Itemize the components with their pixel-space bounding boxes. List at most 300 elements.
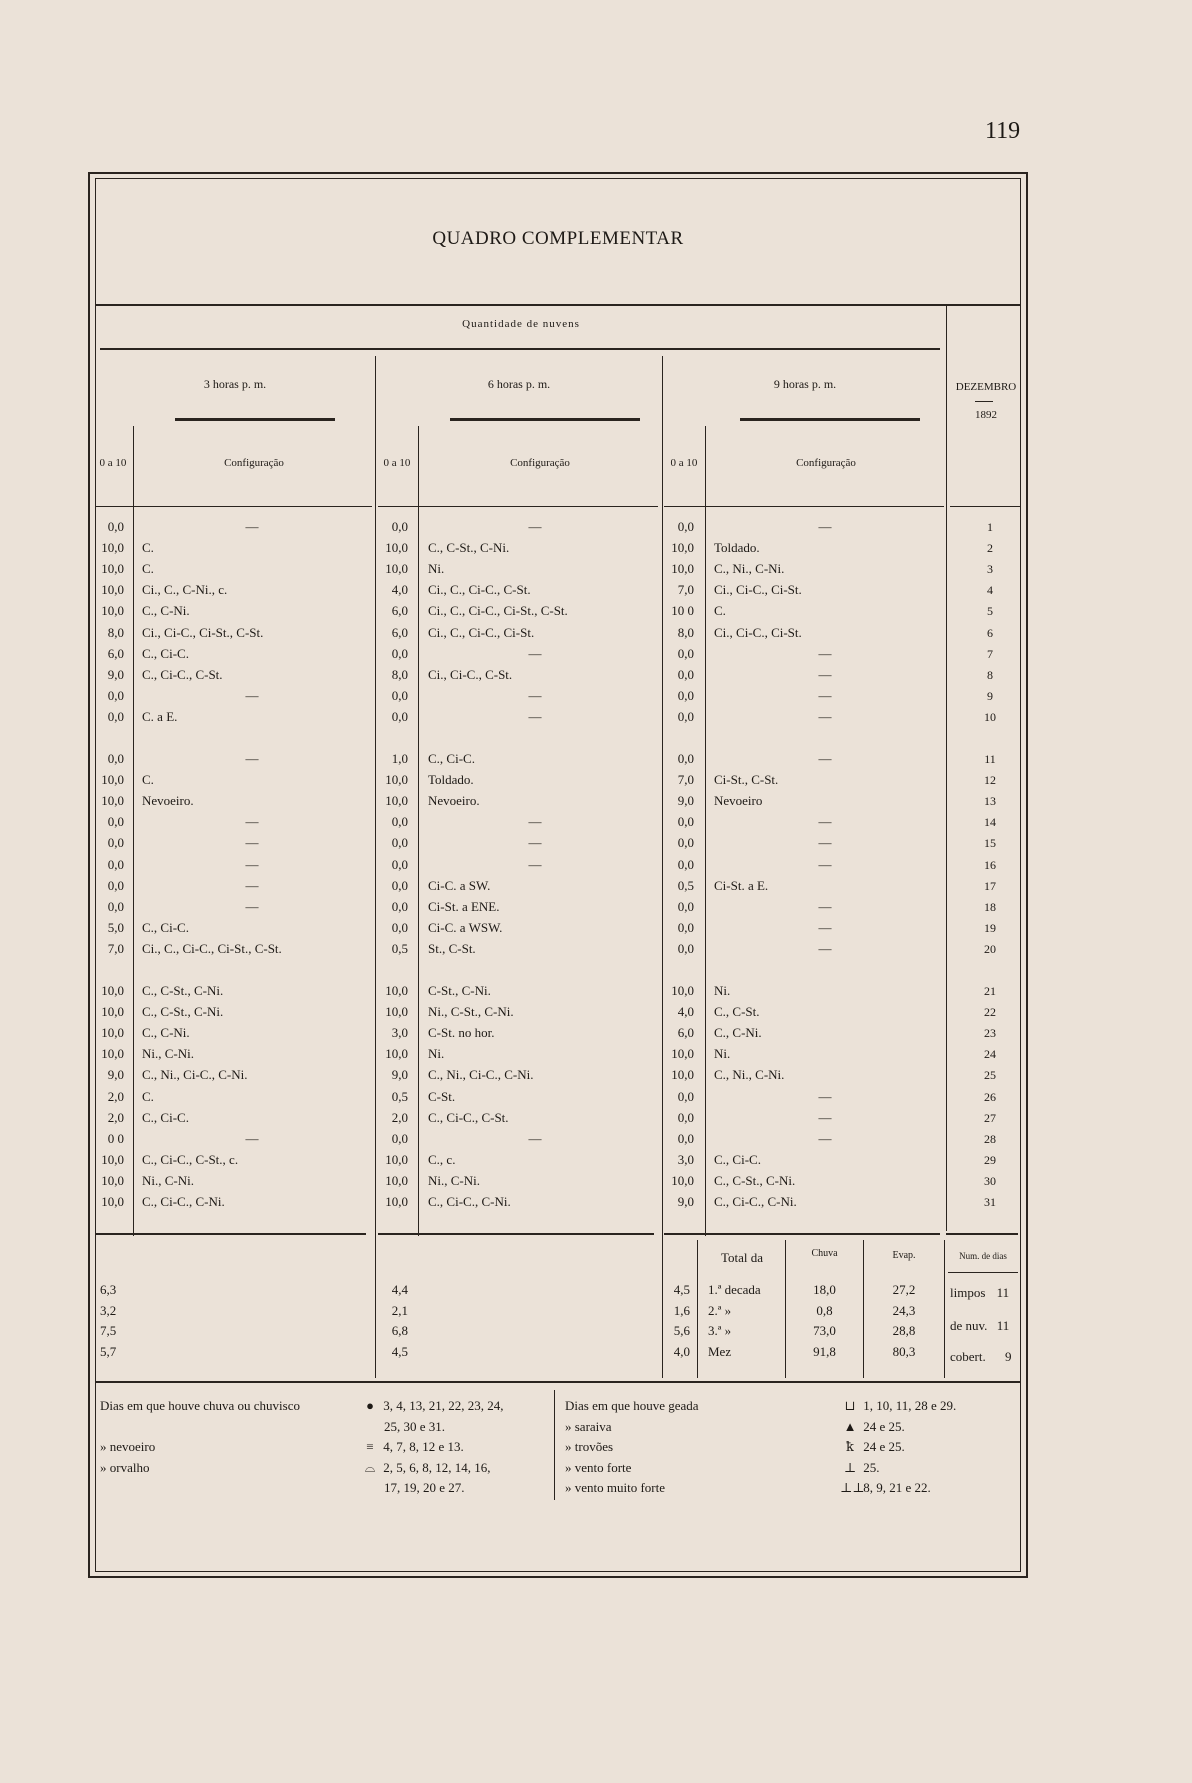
cloud-3pm: 10,0 [101, 540, 124, 556]
config-9pm: — [818, 856, 832, 872]
cloud-9pm: 0,0 [677, 645, 694, 661]
cloud-3pm: 10,0 [101, 1151, 124, 1167]
cloud-9pm: 6,0 [677, 1025, 694, 1041]
legend-days: ⊔ 1, 10, 11, 28 e 29. [840, 1398, 956, 1413]
config-3pm: C., Ci-C., C-Ni. [142, 1194, 225, 1209]
cloud-6pm: 0,0 [391, 919, 408, 935]
cloud-9pm: 0,0 [677, 708, 694, 724]
weather-symbol-icon: ≡ [366, 1439, 374, 1454]
cloud-6pm: 0,0 [391, 519, 408, 534]
summary-3pm: 3,2 [100, 1302, 117, 1318]
scale-label-1: 0 a 10 [99, 457, 127, 469]
config-9pm: — [818, 519, 832, 534]
config-6pm: Ni., C-St., C-Ni. [428, 1004, 514, 1020]
config-6pm: C., Ci-C., C-St. [428, 1109, 509, 1125]
cloud-6pm: 0,0 [391, 814, 408, 830]
cloud-3pm: 9,0 [107, 666, 124, 682]
summary-col-2 [785, 1240, 786, 1378]
summary-6pm: 4,5 [391, 1343, 408, 1359]
config-6pm: — [528, 687, 542, 703]
legend-label: » nevoeiro [100, 1439, 156, 1454]
cloud-3pm: 0,0 [107, 519, 124, 534]
config-6pm: Ci-St. a ENE. [428, 898, 500, 914]
weather-symbol-icon: ⊥ [843, 1459, 857, 1475]
cloud-3pm: 0 0 [107, 1130, 124, 1146]
config-9pm: — [818, 898, 832, 914]
summary-6pm: 4,4 [391, 1282, 408, 1297]
cloud-6pm: 0,0 [391, 645, 408, 661]
config-3pm: C., C-Ni. [142, 603, 190, 619]
config-3pm: C., Ci-C. [142, 1109, 189, 1125]
config-9pm: Ci-St., C-St. [714, 772, 779, 788]
config-6pm: Ci., C., Ci-C., C-St. [428, 582, 531, 598]
config-9pm: C., C-Ni. [714, 1025, 762, 1041]
cloud-3pm: 10,0 [101, 1004, 124, 1020]
month-rule [975, 401, 993, 402]
cloud-9pm: 0,0 [677, 1088, 694, 1104]
cloud-3pm: 6,0 [107, 645, 124, 661]
day-number: 25 [984, 1068, 996, 1083]
data-bottom-3 [664, 1233, 940, 1235]
config-9pm: — [818, 687, 832, 703]
config-9pm: — [818, 1130, 832, 1146]
config-9pm: C. [714, 603, 726, 619]
summary-evap: 28,8 [892, 1323, 916, 1338]
cloud-9pm: 0,0 [677, 666, 694, 682]
config-9pm: Ci., Ci-C., Ci-St. [714, 624, 802, 640]
day-number: 4 [987, 583, 993, 598]
day-number: 2 [987, 541, 993, 556]
legend-days: ≡ 4, 7, 8, 12 e 13. [360, 1439, 464, 1454]
config-3pm: — [245, 1130, 259, 1146]
cloud-6pm: 10,0 [385, 1194, 408, 1209]
config-3pm: — [245, 519, 259, 534]
summary-3pm: 7,5 [100, 1323, 117, 1338]
config-6pm: C., Ci-C. [428, 751, 475, 766]
config-3pm: — [245, 835, 259, 851]
cloud-6pm: 0,0 [391, 835, 408, 851]
config-6pm: Ni., C-Ni. [428, 1172, 480, 1188]
config-6pm: C-St. [428, 1088, 456, 1104]
day-number: 3 [987, 562, 993, 577]
day-number: 9 [987, 688, 993, 703]
config-9pm: Ci., Ci-C., Ci-St. [714, 582, 802, 598]
config-9pm: — [818, 708, 832, 724]
config-9pm: Ni. [714, 983, 731, 998]
scale-label-2: 0 a 10 [383, 457, 411, 469]
cloud-3pm: 10,0 [101, 582, 124, 598]
summary-evap: 24,3 [892, 1302, 916, 1318]
period-3pm: 3 horas p. m. [203, 377, 267, 391]
legend-days: ⌓ 2, 5, 6, 8, 12, 14, 16, [360, 1460, 491, 1475]
config-6pm: Ni. [428, 1046, 445, 1062]
cloud-3pm: 10,0 [101, 983, 124, 998]
config-9pm: — [818, 751, 832, 766]
config-6pm: Ci., C., Ci-C., Ci-St. [428, 624, 535, 640]
summary-6pm: 2,1 [391, 1302, 408, 1318]
cloud-3pm: 0,0 [107, 856, 124, 872]
cloud-3pm: 7,0 [107, 940, 124, 956]
day-number: 14 [984, 815, 996, 830]
cloud-3pm: 0,0 [107, 751, 124, 766]
summary-evap: 80,3 [892, 1343, 916, 1359]
dias-limpos: limpos 11 [950, 1285, 1010, 1300]
cloud-9pm: 0,0 [677, 1109, 694, 1125]
config-3pm: — [245, 877, 259, 893]
cloud-3pm: 5,0 [107, 919, 124, 935]
config-9pm: — [818, 666, 832, 682]
cloud-6pm: 0,0 [391, 898, 408, 914]
cloud-9pm: 8,0 [677, 624, 694, 640]
legend-label: » saraiva [565, 1418, 612, 1434]
cloud-6pm: 10,0 [385, 540, 408, 556]
config-3pm: — [245, 687, 259, 703]
config-9pm: — [818, 940, 832, 956]
day-number: 24 [984, 1047, 996, 1062]
config-9pm: C., Ni., C-Ni. [714, 561, 785, 577]
config-label-3: Configuração [796, 457, 856, 469]
day-number: 31 [984, 1195, 996, 1209]
weather-symbol-icon: ꝁ [845, 1439, 855, 1454]
legend-label: Dias em que houve geada [565, 1398, 699, 1413]
cloud-3pm: 0,0 [107, 898, 124, 914]
weather-symbol-icon: ⊔ [844, 1398, 856, 1413]
subcol-1 [133, 426, 134, 1236]
config-6pm: — [528, 708, 542, 724]
day-number: 10 [984, 709, 996, 724]
cloud-6pm: 0,0 [391, 877, 408, 893]
cloud-6pm: 10,0 [385, 1151, 408, 1167]
cloud-9pm: 4,0 [677, 1004, 694, 1020]
weather-symbol-icon: ⌓ [364, 1459, 376, 1475]
data-bottom-1 [96, 1233, 366, 1235]
day-number: 1 [987, 520, 993, 534]
summary-9pm: 4,5 [673, 1282, 690, 1297]
summary-bottom [96, 1381, 1020, 1383]
cloud-3pm: 10,0 [101, 1172, 124, 1188]
cloud-6pm: 0,0 [391, 687, 408, 703]
config-9pm: C., Ni., C-Ni. [714, 1067, 785, 1083]
data-bottom-4 [946, 1233, 1018, 1235]
summary-3pm: 6,3 [100, 1282, 117, 1297]
summary-col-4 [944, 1240, 945, 1378]
dias-nuv: de nuv. 11 [950, 1318, 1010, 1333]
day-number: 29 [984, 1152, 996, 1167]
cloud-9pm: 7,0 [677, 772, 694, 788]
summary-chuva: 91,8 [813, 1343, 836, 1359]
config-9pm: — [818, 1088, 832, 1104]
summary-period: 2.ª » [708, 1302, 732, 1318]
cloud-9pm: 0,5 [677, 877, 694, 893]
summary-chuva: 73,0 [813, 1323, 836, 1338]
cloud-3pm: 0,0 [107, 814, 124, 830]
summary-col-1 [697, 1240, 698, 1378]
cloud-9pm: 0,0 [677, 814, 694, 830]
summary-3pm: 5,7 [100, 1343, 117, 1359]
page-number: 119 [985, 118, 1021, 144]
config-9pm: — [818, 1109, 832, 1125]
cloud-3pm: 10,0 [101, 603, 124, 619]
config-3pm: C., C-St., C-Ni. [142, 983, 224, 998]
cloud-9pm: 10,0 [671, 561, 694, 577]
period-9pm: 9 horas p. m. [773, 377, 837, 391]
day-number: 28 [984, 1131, 996, 1146]
cloud-6pm: 2,0 [391, 1109, 408, 1125]
month-label: DEZEMBRO [955, 381, 1017, 393]
legend-days: ▲ 24 e 25. [840, 1419, 905, 1434]
cloud-6pm: 10,0 [385, 772, 408, 788]
summary-chuva: 18,0 [813, 1282, 836, 1297]
cloud-3pm: 0,0 [107, 877, 124, 893]
cloud-6pm: 10,0 [385, 793, 408, 809]
group-header: Quantidade de nuvens [462, 318, 580, 330]
summary-chuva: 0,8 [816, 1302, 833, 1318]
day-number: 12 [984, 773, 996, 788]
cloud-9pm: 10 0 [671, 603, 694, 619]
legend-days: ⊥⊥ 8, 9, 21 e 22. [840, 1480, 931, 1495]
config-6pm: — [528, 519, 542, 534]
year-label: 1892 [975, 409, 997, 421]
cloud-9pm: 0,0 [677, 856, 694, 872]
config-6pm: Ci., Ci-C., C-St. [428, 666, 513, 682]
day-number: 21 [984, 984, 996, 998]
config-6pm: C-St., C-Ni. [428, 983, 491, 998]
cloud-3pm: 0,0 [107, 687, 124, 703]
day-number: 22 [984, 1005, 996, 1020]
summary-dias-header: Num. de dias [959, 1251, 1007, 1261]
legend-label: » vento forte [565, 1459, 632, 1475]
config-6pm: — [528, 856, 542, 872]
config-9pm: C., Ci-C., C-Ni. [714, 1194, 797, 1209]
cloud-9pm: 10,0 [671, 540, 694, 556]
config-3pm: C., C-Ni. [142, 1025, 190, 1041]
config-3pm: — [245, 856, 259, 872]
cloud-3pm: 10,0 [101, 793, 124, 809]
cloud-9pm: 10,0 [671, 1067, 694, 1083]
config-3pm: C. [142, 772, 154, 788]
cloud-3pm: 2,0 [107, 1088, 124, 1104]
period-bar-2 [450, 418, 640, 421]
cloud-9pm: 0,0 [677, 898, 694, 914]
config-3pm: C. [142, 540, 154, 556]
config-label-1: Configuração [224, 457, 284, 469]
cloud-9pm: 0,0 [677, 835, 694, 851]
cloud-6pm: 1,0 [391, 751, 408, 766]
config-3pm: Ni., C-Ni. [142, 1046, 194, 1062]
period-bar-1 [175, 418, 335, 421]
summary-chuva-header: Chuva [811, 1248, 838, 1259]
cloud-9pm: 0,0 [677, 751, 694, 766]
divider-month [946, 306, 947, 1231]
config-6pm: Toldado. [428, 772, 474, 788]
config-3pm: Ci., C., C-Ni., c. [142, 582, 228, 598]
day-number: 17 [984, 878, 996, 893]
config-3pm: — [245, 751, 259, 766]
config-3pm: C., Ci-C., C-St. [142, 666, 223, 682]
cloud-9pm: 0,0 [677, 940, 694, 956]
day-number: 8 [987, 667, 993, 682]
header-bottom-2 [378, 506, 658, 507]
config-9pm: — [818, 835, 832, 851]
cloud-9pm: 0,0 [677, 687, 694, 703]
day-number: 16 [984, 857, 996, 872]
cloud-6pm: 0,0 [391, 708, 408, 724]
subcol-3 [705, 426, 706, 1236]
cloud-3pm: 10,0 [101, 561, 124, 577]
cloud-6pm: 3,0 [391, 1025, 408, 1041]
summary-period: 1.ª decada [708, 1282, 761, 1297]
cloud-9pm: 0,0 [677, 1130, 694, 1146]
config-3pm: C. a E. [142, 708, 178, 724]
legend-divider [554, 1390, 555, 1500]
weather-symbol-icon: ● [366, 1398, 374, 1413]
legend-days: 17, 19, 20 e 27. [384, 1480, 465, 1495]
config-6pm: Ci-C. a WSW. [428, 919, 503, 935]
group-rule [100, 348, 940, 350]
data-bottom-2 [378, 1233, 654, 1235]
summary-dias-rule [948, 1272, 1018, 1273]
day-number: 19 [984, 920, 996, 935]
cloud-3pm: 2,0 [107, 1109, 124, 1125]
cloud-9pm: 10,0 [671, 983, 694, 998]
config-6pm: St., C-St. [428, 940, 476, 956]
config-6pm: — [528, 1130, 542, 1146]
cloud-6pm: 0,0 [391, 1130, 408, 1146]
summary-period: Mez [708, 1343, 732, 1359]
day-number: 27 [984, 1110, 996, 1125]
period-bar-3 [740, 418, 920, 421]
title-rule [96, 304, 1020, 306]
cloud-9pm: 7,0 [677, 582, 694, 598]
day-number: 13 [984, 794, 996, 809]
cloud-3pm: 0,0 [107, 708, 124, 724]
header-bottom-3 [664, 506, 944, 507]
cloud-6pm: 10,0 [385, 561, 408, 577]
legend-days: 25, 30 e 31. [384, 1418, 446, 1434]
config-3pm: C., Ci-C., C-St., c. [142, 1151, 239, 1167]
config-6pm: — [528, 645, 542, 661]
scale-label-3: 0 a 10 [670, 457, 698, 469]
summary-period: 3.ª » [708, 1323, 732, 1338]
cloud-9pm: 9,0 [677, 793, 694, 809]
cloud-9pm: 10,0 [671, 1046, 694, 1062]
config-3pm: — [245, 814, 259, 830]
day-number: 7 [987, 646, 993, 661]
cloud-6pm: 0,5 [391, 1088, 408, 1104]
config-3pm: C. [142, 561, 154, 577]
cloud-9pm: 0,0 [677, 919, 694, 935]
cloud-6pm: 6,0 [391, 603, 408, 619]
config-6pm: C., Ci-C., C-Ni. [428, 1194, 511, 1209]
cloud-3pm: 10,0 [101, 1025, 124, 1041]
summary-9pm: 5,6 [673, 1323, 690, 1338]
legend-days: ꝁ 24 e 25. [840, 1439, 905, 1454]
cloud-3pm: 8,0 [107, 624, 124, 640]
config-9pm: C., C-St. [714, 1004, 760, 1020]
cloud-6pm: 4,0 [391, 582, 408, 598]
summary-evap: 27,2 [892, 1282, 916, 1297]
config-3pm: C. [142, 1088, 154, 1104]
cloud-9pm: 9,0 [677, 1194, 694, 1209]
config-3pm: Ci., C., Ci-C., Ci-St., C-St. [142, 940, 282, 956]
weather-symbol-icon: ▲ [843, 1418, 857, 1434]
cloud-3pm: 10,0 [101, 772, 124, 788]
cloud-3pm: 0,0 [107, 835, 124, 851]
config-label-2: Configuração [510, 457, 570, 469]
summary-6pm: 6,8 [391, 1323, 408, 1338]
weather-symbol-icon: ⊥⊥ [840, 1480, 865, 1495]
cloud-9pm: 0,0 [677, 519, 694, 534]
summary-total-header: Total da [720, 1250, 764, 1265]
config-3pm: C., Ni., Ci-C., C-Ni. [142, 1067, 248, 1083]
config-6pm: Ci., C., Ci-C., Ci-St., C-St. [428, 603, 568, 619]
day-number: 5 [987, 604, 993, 619]
day-number: 20 [984, 941, 996, 956]
legend-days: ● 3, 4, 13, 21, 22, 23, 24, [360, 1398, 504, 1413]
config-6pm: Ci-C. a SW. [428, 877, 491, 893]
day-number: 30 [984, 1173, 996, 1188]
config-3pm: C., C-St., C-Ni. [142, 1004, 224, 1020]
legend-days: ⊥ 25. [840, 1460, 880, 1475]
config-6pm: — [528, 814, 542, 830]
config-9pm: Toldado. [714, 540, 760, 556]
config-9pm: — [818, 919, 832, 935]
cloud-6pm: 0,0 [391, 856, 408, 872]
config-6pm: C., C-St., C-Ni. [428, 540, 510, 556]
table-title: QUADRO COMPLEMENTAR [432, 228, 684, 249]
cloud-3pm: 10,0 [101, 1046, 124, 1062]
config-3pm: — [245, 898, 259, 914]
config-9pm: Ci-St. a E. [714, 877, 769, 893]
header-bottom-4 [950, 506, 1020, 507]
summary-9pm: 1,6 [673, 1302, 690, 1318]
config-6pm: Nevoeiro. [428, 793, 480, 809]
config-9pm: C., Ci-C. [714, 1151, 761, 1167]
config-3pm: Ci., Ci-C., Ci-St., C-St. [142, 624, 264, 640]
period-6pm: 6 horas p. m. [487, 377, 551, 391]
legend-label: Dias em que houve chuva ou chuvisco [100, 1398, 301, 1413]
day-number: 11 [984, 752, 996, 766]
cloud-9pm: 3,0 [677, 1151, 694, 1167]
config-9pm: C., C-St., C-Ni. [714, 1172, 796, 1188]
header-bottom-1 [96, 506, 372, 507]
day-number: 15 [984, 836, 996, 851]
summary-col-3 [863, 1240, 864, 1378]
config-9pm: — [818, 814, 832, 830]
cloud-6pm: 8,0 [391, 666, 408, 682]
config-3pm: Ni., C-Ni. [142, 1172, 194, 1188]
config-9pm: Nevoeiro [714, 793, 763, 809]
cloud-3pm: 9,0 [107, 1067, 124, 1083]
config-9pm: — [818, 645, 832, 661]
day-number: 23 [984, 1026, 996, 1041]
day-number: 6 [987, 625, 993, 640]
config-6pm: C., Ni., Ci-C., C-Ni. [428, 1067, 534, 1083]
cloud-6pm: 9,0 [391, 1067, 408, 1083]
day-number: 26 [984, 1089, 996, 1104]
config-3pm: C., Ci-C. [142, 919, 189, 935]
legend-label: » vento muito forte [565, 1480, 666, 1495]
cloud-3pm: 10,0 [101, 1194, 124, 1209]
cloud-6pm: 6,0 [391, 624, 408, 640]
legend-label: » orvalho [100, 1459, 150, 1475]
cloud-6pm: 10,0 [385, 983, 408, 998]
cloud-6pm: 10,0 [385, 1046, 408, 1062]
config-6pm: C., c. [428, 1151, 456, 1167]
config-3pm: Nevoeiro. [142, 793, 194, 809]
summary-9pm: 4,0 [673, 1343, 690, 1359]
cloud-6pm: 0,5 [391, 940, 408, 956]
